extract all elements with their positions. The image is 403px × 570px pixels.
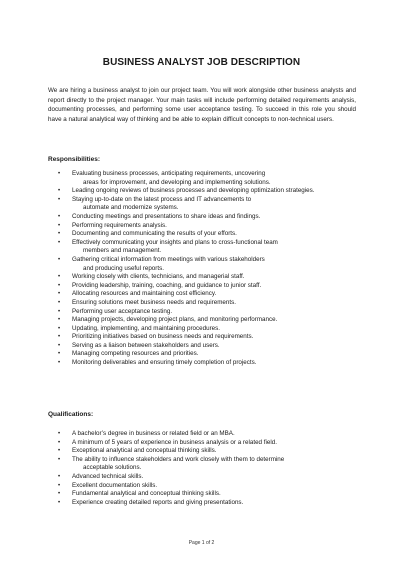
list-item	[48, 439, 368, 448]
list-item	[48, 473, 368, 482]
list-item-text: The ability to influence stakeholders and work closely with them to determine	[72, 455, 285, 463]
bullet-icon: •	[58, 448, 61, 455]
list-item-text: Fundamental analytical and conceptual thinking skills.	[72, 490, 221, 498]
bullet-icon: •	[58, 334, 61, 341]
list-item-text: Staying up-to-date on the latest process and IT advancements to	[72, 195, 252, 203]
bullet-icon: •	[58, 274, 61, 281]
bullet-icon: •	[58, 299, 61, 306]
bullet-icon: •	[58, 239, 61, 246]
bullet-icon: •	[58, 188, 61, 195]
list-item-text: Evaluating business processes, anticipating requirements, uncovering	[72, 170, 266, 177]
list-item-text: A minimum of 5 years of experience in business analysis or a related field.	[72, 438, 277, 446]
list-item	[48, 282, 368, 291]
list-item	[48, 213, 368, 222]
list-item	[48, 290, 368, 299]
list-item-text: Monitoring deliverables and ensuring timely completion of projects.	[72, 359, 257, 367]
list-item-continuation: acceptable solutions.	[83, 464, 142, 472]
bullet-icon: •	[58, 491, 61, 498]
bullet-icon: •	[58, 351, 61, 358]
bullet-icon: •	[58, 456, 61, 463]
list-item-text: Conducting meetings and presentations to share ideas and findings.	[72, 212, 261, 220]
list-item-text: Providing leadership, training, coaching, and guidance to junior staff.	[72, 281, 262, 289]
list-item	[48, 196, 368, 213]
list-item-text: Documenting and communicating the results of your efforts.	[72, 230, 237, 238]
responsibilities-heading: Responsibilities:	[48, 156, 101, 163]
intro-paragraph: We are hiring a business analyst to join our project team. You will work alongside other business analysts and report directly to the project manager. Your main tasks will include performing detailed requirements analysis, documenting processes, and performing some user acceptance testing. To succeed in this role you should have a natural analytical way of thinking and be able to explain difficult concepts to non-technical users.	[48, 87, 356, 123]
qualifications-heading: Qualifications:	[48, 411, 94, 418]
page-number: Page 1 of 2	[188, 540, 215, 546]
list-item-text: Managing competing resources and priorities.	[72, 350, 199, 358]
list-item-text: A bachelor’s degree in business or related field or an MBA.	[72, 430, 235, 437]
list-item-text: Managing projects, developing project plans, and monitoring performance.	[72, 316, 278, 324]
list-item	[48, 187, 368, 196]
list-item-text: Prioritizing initiatives based on business needs and requirements.	[72, 333, 254, 341]
bullet-icon: •	[58, 308, 61, 315]
qualifications-list	[48, 430, 368, 507]
bullet-icon: •	[58, 439, 61, 446]
bullet-icon: •	[58, 499, 61, 506]
list-item-text: Working closely with clients, technicians, and managerial staff.	[72, 273, 245, 281]
list-item	[48, 273, 368, 282]
list-item	[48, 447, 368, 456]
list-item-text: Ensuring solutions meet business needs and requirements.	[72, 298, 236, 306]
list-item-text: Updating, implementing, and maintaining procedures.	[72, 324, 221, 332]
responsibilities-list	[48, 170, 368, 368]
list-item	[48, 350, 368, 359]
list-item	[48, 430, 368, 439]
bullet-icon: •	[58, 213, 61, 220]
bullet-icon: •	[58, 360, 61, 367]
list-item	[48, 333, 368, 342]
list-item	[48, 256, 368, 273]
list-item	[48, 230, 368, 239]
bullet-icon: •	[58, 325, 61, 332]
list-item	[48, 239, 368, 256]
list-item-text: Excellent documentation skills.	[72, 481, 158, 489]
list-item-text: Performing requirements analysis.	[72, 221, 167, 229]
list-item	[48, 222, 368, 231]
bullet-icon: •	[58, 342, 61, 349]
list-item-continuation: automate and modernize systems.	[83, 204, 179, 212]
list-item-continuation: and producing useful reports.	[83, 264, 164, 272]
bullet-icon: •	[58, 196, 61, 203]
list-item-text: Advanced technical skills.	[72, 472, 144, 480]
list-item	[48, 170, 368, 187]
bullet-icon: •	[58, 317, 61, 324]
list-item	[48, 308, 368, 317]
list-item	[48, 359, 368, 368]
list-item	[48, 325, 368, 334]
bullet-icon: •	[58, 171, 61, 177]
bullet-icon: •	[58, 482, 61, 489]
list-item	[48, 316, 368, 325]
list-item-continuation: members and management.	[83, 247, 162, 255]
list-item-text: Leading ongoing reviews of business processes and developing optimization strategies.	[72, 187, 315, 195]
list-item	[48, 456, 368, 473]
list-item-text: Effectively communicating your insights and plans to cross-functional team	[72, 238, 278, 246]
bullet-icon: •	[58, 256, 61, 263]
list-item	[48, 482, 368, 491]
list-item-text: Serving as a liaison between stakeholders and users.	[72, 341, 220, 349]
list-item	[48, 342, 368, 351]
list-item	[48, 499, 368, 508]
list-item-text: Allocating resources and maintaining cost efficiency.	[72, 290, 217, 298]
list-item-text: Performing user acceptance testing.	[72, 307, 173, 315]
list-item-text: Experience creating detailed reports and giving presentations.	[72, 498, 244, 506]
list-item-continuation: areas for improvement, and developing and implementing solutions.	[83, 178, 271, 186]
bullet-icon: •	[58, 291, 61, 298]
list-item	[48, 299, 368, 308]
bullet-icon: •	[58, 231, 61, 238]
list-item-text: Gathering critical information from meetings with various stakeholders	[72, 255, 265, 263]
document-title: BUSINESS ANALYST JOB DESCRIPTION	[102, 57, 301, 68]
bullet-icon: •	[58, 282, 61, 289]
bullet-icon: •	[58, 473, 61, 480]
list-item	[48, 490, 368, 499]
bullet-icon: •	[58, 431, 61, 437]
bullet-icon: •	[58, 222, 61, 229]
list-item-text: Exceptional analytical and conceptual thinking skills.	[72, 447, 217, 455]
